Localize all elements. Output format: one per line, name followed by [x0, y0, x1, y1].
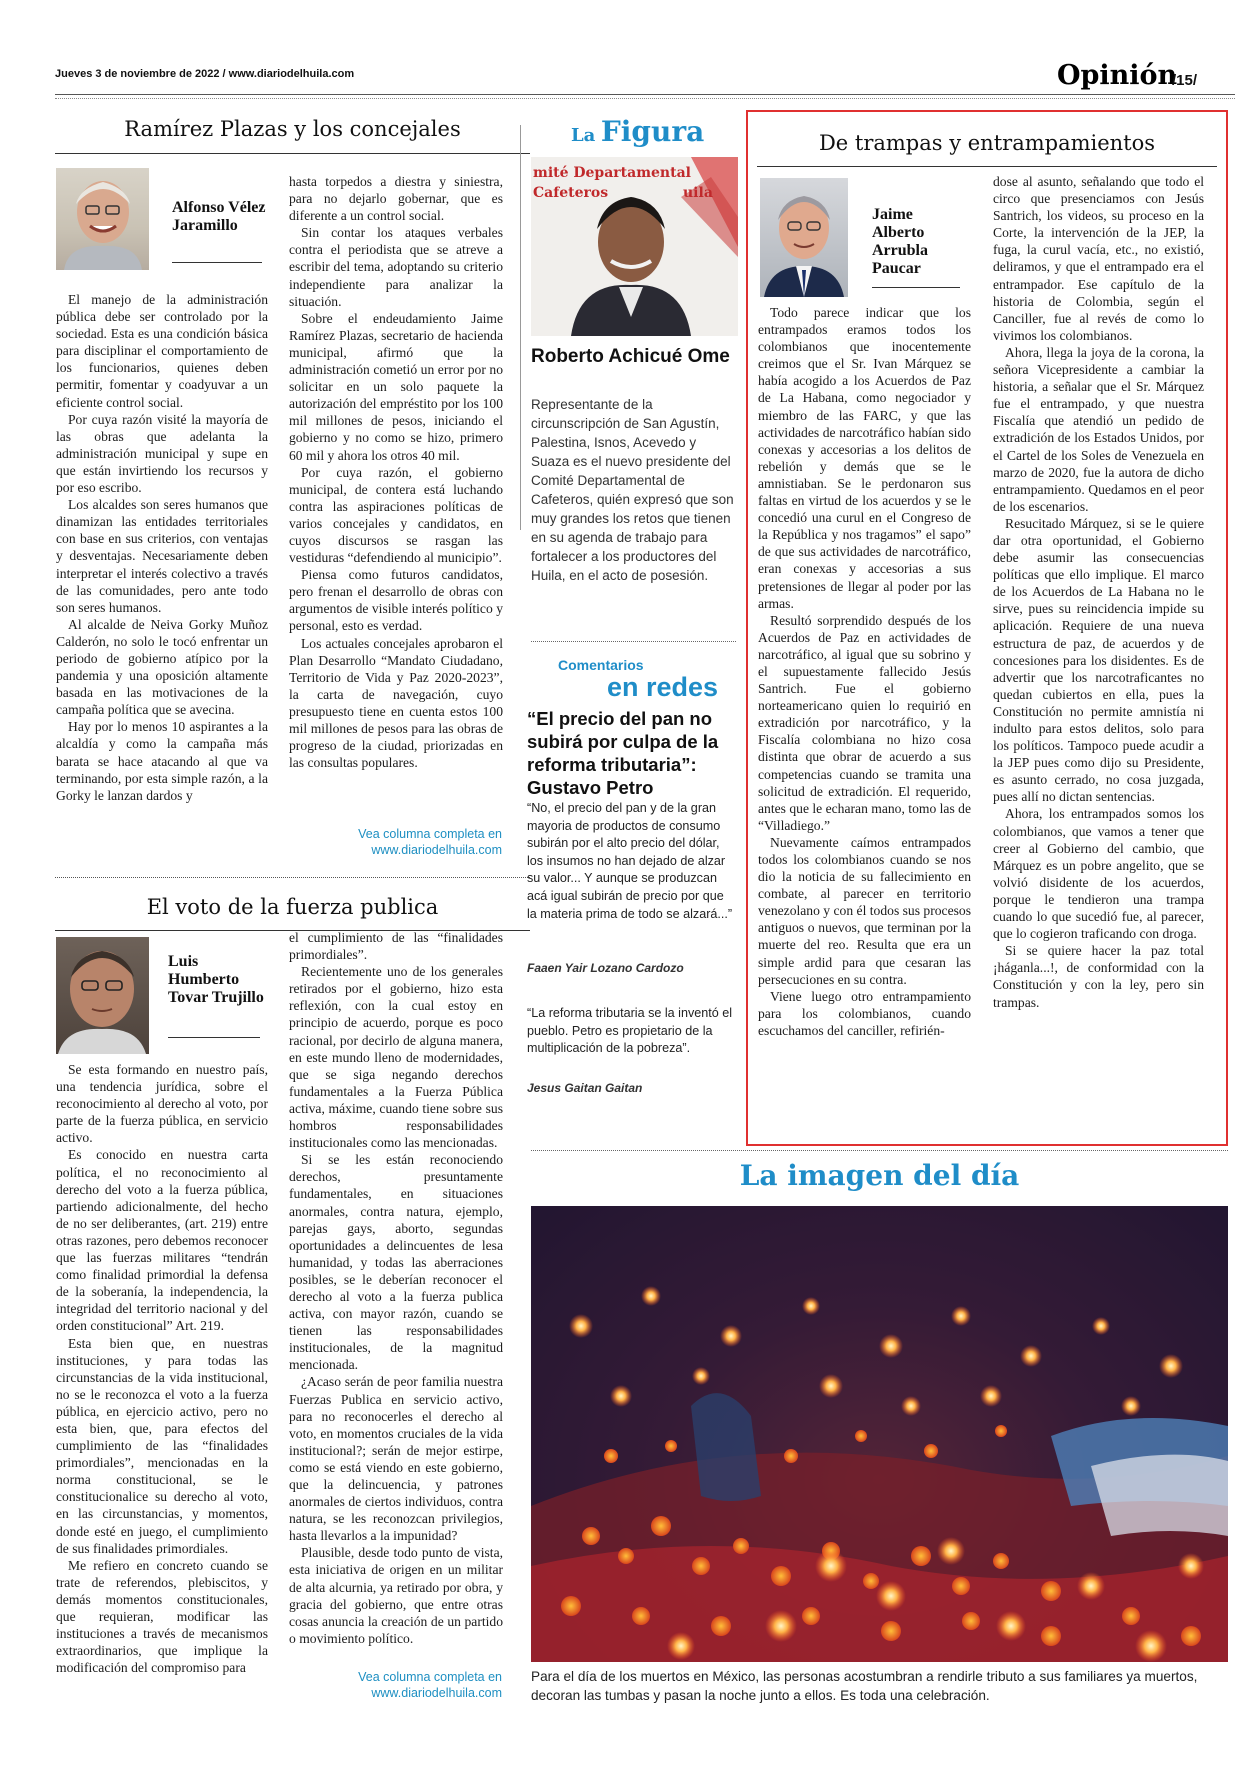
paragraph: Me refiero en concreto cuando se trate de referendos, plebiscitos, y demás momentos constitucionales, que requieran, modificar las instituciones a través de mecanismos extraordinarios, que implique la modificación del compromiso para [56, 1557, 268, 1676]
article3-title: De trampas y entrampamientos [818, 131, 1156, 155]
figura-label-big: Figura [600, 115, 705, 148]
redes-author-1: Faaen Yair Lozano Cardozo [527, 961, 684, 975]
figura-bottom-rule [531, 641, 736, 642]
imagen-photo [531, 1206, 1228, 1662]
article2-more-link[interactable] [290, 1669, 502, 1701]
paragraph: Viene luego otro entrampamiento para los colombianos, cuando escuchamos del canciller, refirién- [758, 988, 971, 1038]
author-photo-luis [56, 937, 149, 1054]
article1-col2 [289, 173, 503, 771]
figura-text: Representante de la circunscripción de San Agustín, Palestina, Isnos, Acevedo y Suaza es el nuevo presidente del Comité Departamental de Cafeteros, quién expresó que son muy grandes los retos que tienen en su agenda de trabajo para fortalecer a los productores del Huila, en el acto de posesión. [531, 397, 734, 583]
link-url: www.diariodelhuila.com [371, 843, 502, 857]
figura-label [571, 115, 704, 148]
redes-author-2: Jesus Gaitan Gaitan [527, 1081, 643, 1095]
article1-more-link[interactable] [290, 826, 502, 858]
banner-line [533, 183, 713, 203]
section-title: Opinión [1057, 60, 1178, 91]
paragraph: Piensa como futuros candidatos, pero frenan el desarrollo de obras con argumentos de visible interés político y personal, esto es verdad. [289, 567, 503, 634]
paragraph: Recientemente uno de los generales retirados por el gobierno, hizo esta reflexión, con la cual estoy en principio de acuerdo, porque es poco racional, por decirlo de alguna manera, en este mundo lleno de modernidades, que se siga negando derechos fundamentales a la Fuerza Pública activa, máxime, cuando tiene sobre sus hombros responsabilidades institucionales como las mencionadas. [289, 964, 503, 1151]
paragraph: Al alcalde de Neiva Gorky Muñoz Calderón, no solo le tocó enfrentar un periodo de gobierno atípico por la pandemia y una oposición altamente basada en las motivaciones de la campaña política que se avecina. [56, 616, 268, 718]
paragraph: Hay por lo menos 10 aspirantes a la alcaldía y como la campaña más barata se hace atacando al que va terminando, por esta simple razón, a la Gorky le lanzan dardos y [56, 719, 268, 803]
link-line: Vea columna completa en [358, 827, 502, 841]
paragraph: dose al asunto, señalando que todo el circo que presenciamos con Jesús Santrich, los videos, su proceso en la Corte, la intervención de la JEP, la fuga, la curul vacía, etc., no existió, deliramos, y que el entrampado era el entrampador. Ese capítulo de la historia de Colombia, según el Canciller, fue al revés de como lo vivimos los colombianos. [993, 174, 1204, 343]
paragraph: Es conocido en nuestra carta política, el no reconocimiento al derecho del voto a la fuerza pública, partiendo adicionalmente, del hecho de no ser deliberantes, (art. 219) entre otras razones, pero debemos reconocer que las fuerzas militares “tendrán como finalidad primordial la defensa de la soberanía, la independencia, la integridad del territorio nacional y del orden constitucional” Art. 219. [56, 1147, 268, 1334]
article1-author [172, 199, 267, 235]
paragraph: hasta torpedos a diestra y siniestra, para no dejarlo gobernar, que es diferente a un control social. [289, 174, 503, 224]
link-line: Vea columna completa en [358, 1670, 502, 1684]
paragraph: Sobre el endeudamiento Jaime Ramírez Plazas, secretario de hacienda municipal, afirmó que la administración cometió un error por no solicitar en un solo paquete la autorización del empréstito por los 100 mil millones de pesos, iniciando el gobierno y no como se hizo, primero 60 mil y ahora los otros 40 mil. [289, 310, 503, 463]
redes-quote-1: “No, el precio del pan y de la gran mayoria de productos de consumo subirán por el alto precio del dólar, los insumos no han dejado de alzar su valor... Y aunque se produzcan acá igual subirán de precio por que la materia prima de todo se alzará...” [527, 801, 733, 921]
article2-author-rule [168, 1037, 260, 1038]
author-photo-jaime [760, 178, 848, 297]
article3-author-name: Jaime Alberto Arrubla Paucar [872, 206, 928, 277]
paragraph: El manejo de la administración pública debe ser controlado por la sociedad. Esta es una condición básica para disciplinar el comportamiento de los funcionarios, quienes deben permitir, fomentar y coadyuvar a un eficiente control social. [56, 292, 268, 410]
paragraph: Los actuales concejales aprobaron el Plan Desarrollo “Mandato Ciudadano, Territorio de Vida y Paz 2020-2023”, la carta de navegación, cuyo presupuesto tiene en cuenta estos 100 mil millones de pesos para las obras de progreso de la ciudad, priorizadas en las consultas populares. [289, 635, 503, 771]
author-photo-alfonso [56, 168, 149, 270]
paragraph: el cumplimiento de las “finalidades primordiales”. [289, 930, 503, 963]
article2-author-name: Luis Humberto Tovar Trujillo [168, 953, 264, 1006]
header-rule [55, 94, 1235, 95]
redes-quote-2: “La reforma tributaria se la inventó el pueblo. Petro es propietario de la multiplicación de la pobreza”. [527, 1006, 733, 1056]
paragraph: Los alcaldes son seres humanos que dinamizan las entidades territoriales con base en sus criterios, con ventajas y desventajas. Necesariamente deben interpretar el interés colectivo a través de las comunidades, pero ante todo son seres humanos. [56, 497, 268, 615]
figura-label-small: La [571, 125, 596, 146]
paragraph: Sin contar los ataques verbales contra el periodista que se atreve a escribir del tema, adoptando su criterio independiente para analizar la situación. [289, 225, 503, 309]
banner-word: Cafeteros [533, 185, 609, 201]
paragraph: Esta bien que, en nuestras instituciones, y para todas las circunstancias de la vida institucional, no se le reconozca el voto a la fuerza pública, en ejercicio activo, pero no esta bien, que, para efectos del cumplimiento de las “finalidades primordiales”, mencionadas en la norma constitucional, se le constitucionalice su derecho al voto, en las circunstancias, y momentos, donde esté en juego, el cumplimiento de sus finalidades primordiales. [56, 1335, 268, 1556]
paragraph: Resultó sorprendido después de los Acuerdos de Paz en actividades de narcotráfico, al igual que su sobrino y el supuestamente fallecido Jesús Santrich. Fue el gobierno norteamericano quien lo requirió en extradición por narcotráfico, y la Fiscalía colombiana no hizo cosa distinta que obrar de acuerdo a sus competencias cuando se tramita una solicitud de extradición. El requerido, antes que le echaran mano, tomo las de “Villadiego.” [758, 612, 971, 833]
paragraph: ¿Acaso serán de peor familia nuestra Fuerzas Publica en servicio activo, para no reconocerles el derecho al voto, en momentos cruciales de la vida institucional?; serán de mejor estirpe, como se está viendo en este gobierno, que la delincuencia, y patrones anormales de ciertos individuos, contra natura, se les reconozcan privilegios, hasta llevarlos a la impunidad? [289, 1374, 503, 1544]
article3-title-rule [757, 166, 1217, 167]
article1-author-name: Alfonso Vélez Jaramillo [172, 199, 266, 234]
dateline: Jueves 3 de noviembre de 2022 / www.diariodelhuila.com [55, 68, 355, 80]
paragraph: Ahora, los entrampados somos los colombianos, que vamos a tener que creer al Gobierno del cambio, que Márquez es un pobre angelito, que se volvió disidente de los acuerdos, porque le tendieron una trampa cuando lo que sucedió fue, al parecer, que lo cogieron traficando con droga. [993, 806, 1204, 942]
article1-col1 [56, 291, 268, 804]
figura-photo [531, 157, 738, 336]
redes-label [558, 657, 718, 701]
imagen-top-rule [531, 1150, 1228, 1151]
paragraph: Resucitado Márquez, si se le quiere dar otra oportunidad, el Gobierno debe asumir las consecuencias políticas que ello implique. El marco de los Acuerdos de La Habana no le sirve, pues su reincidencia impide su aplicación. Requiere de una nueva estructura de paz, de acuerdos y de concesiones para los disidentes. Es de advertir que los narcotraficantes no quedan cubiertos en ella, pues la Constitución no permite amnistía ni indulto para estos delitos, solo para los políticos. Tampoco puede acudir a la JEP pues como dijo su Presidente, es asunto cerrado, no cosa juzgada, pues allí no dictan sentencias. [993, 515, 1204, 805]
page-number: /15/ [1172, 72, 1198, 89]
article2-author [168, 953, 268, 1007]
imagen-caption: Para el día de los muertos en México, las personas acostumbran a rendirle tributo a sus familiares ya muertos, decoran las tumbas y pasan la noche junto a ellos. Es toda una celebración. [531, 1669, 1198, 1703]
paragraph: Ahora, llega la joya de la corona, la señora Vicepresidente a cambiar la historia, a señalar que el Sr. Márquez fue el entrampado, y que nuestra Fiscalía que atendió un pedido de extradición de los Estados Unidos, por el Cartel de los Soles de Venezuela en marzo de 2020, fue la autora de dicho entrampamiento. Quedamos en el peor de los escenarios. [993, 344, 1204, 514]
imagen-title: La imagen del día [739, 1159, 1020, 1192]
paragraph: Por cuya razón, el gobierno municipal, de contera está luchando contra las aspiraciones políticas de varios concejales y candidatos, en cuyos discursos se rasgan las vestiduras “defendiendo al municipio”. [289, 464, 503, 566]
article2-col1 [56, 1061, 268, 1676]
header-rule-2 [55, 98, 1235, 99]
article3-col2 [993, 173, 1204, 1011]
redes-label-small: Comentarios [558, 657, 644, 673]
paragraph: Por cuya razón visité la mayoría de las obras que adelanta la administración municipal y supe en que están invirtiendo los recursos y por eso escribo. [56, 411, 268, 496]
redes-label-big: en redes [606, 672, 718, 702]
article3-author [872, 206, 962, 278]
article1-title-rule [55, 153, 530, 154]
paragraph: Plausible, desde todo punto de vista, esta iniciativa de origen en un militar de alta alcurnia, ya retirado por obra, y gracia del gobierno, que entre otras cosas anuncia la creación de un partido o movimiento político. [289, 1545, 503, 1646]
article1-author-rule [172, 262, 262, 263]
banner-line: mité Departamental [533, 165, 691, 181]
column-divider [520, 125, 521, 530]
figura-banner [533, 163, 713, 203]
article1-bottom-rule [55, 877, 530, 878]
paragraph: Todo parece indicar que los entrampados eramos todos los colombianos que inocentemente creimos que el Sr. Ivan Márquez se había acogido a los Acuerdos de Paz de La Habana, como negociador y miembro de las FARC, y que las actividades de narcotráfico habían sido conexas y accesorias a los delitos de rebelión y demás que se le amnistiaban. Se le perdonaron sus faltas en virtud de los acuerdos y se le concedió una curul en el Congreso de la República y nos tragamos” el sapo” de que sus actividades de narcotráfico, eran conexas y accesorias a sus pretensiones de llegar al poder por las armas. [758, 305, 971, 611]
article1-title: Ramírez Plazas y los concejales [124, 117, 461, 141]
paragraph: Si se les están reconociendo derechos, presuntamente fundamentales, en situaciones anormales, contra natura, ejemplo, parejas gays, aborto, segundas oportunidades a delincuentes de lesa humanidad, y todas las aberraciones posibles, se le deberían reconocer el derecho al voto a la fuerza publica activa, con mayor razón, cuando se tienen las responsabilidades institucionales, de la magnitud mencionada. [289, 1152, 503, 1373]
banner-word: uila [683, 185, 713, 201]
article2-title: El voto de la fuerza publica [146, 895, 439, 919]
article3-col1 [758, 304, 971, 1039]
redes-headline: “El precio del pan no subirá por culpa de la reforma tributaria”: Gustavo Petro [527, 708, 719, 798]
paragraph: Se esta formando en nuestro país, una tendencia jurídica, sobre el reconocimiento al derecho al voto, por parte de la fuerza pública, en servicio activo. [56, 1062, 268, 1146]
paragraph: Si se quiere hacer la paz total ¡háganla...!, de conformidad con la Constitución y con la ley, pero sin trampas. [993, 943, 1204, 1010]
figura-name: Roberto Achicué Ome [531, 346, 730, 367]
paragraph: Nuevamente caímos entrampados todos los colombianos cuando se nos dio la noticia de su fallecimiento en combate, al parecer en territorio venezolano y con él todos sus procesos antiguos o nuevos, que terminan por la muerte del reo. Resulta que era un simple ardid para que cesaran las persecuciones en su contra. [758, 834, 971, 987]
link-url: www.diariodelhuila.com [371, 1686, 502, 1700]
article3-author-rule [872, 287, 960, 288]
article2-col2 [289, 929, 503, 1647]
